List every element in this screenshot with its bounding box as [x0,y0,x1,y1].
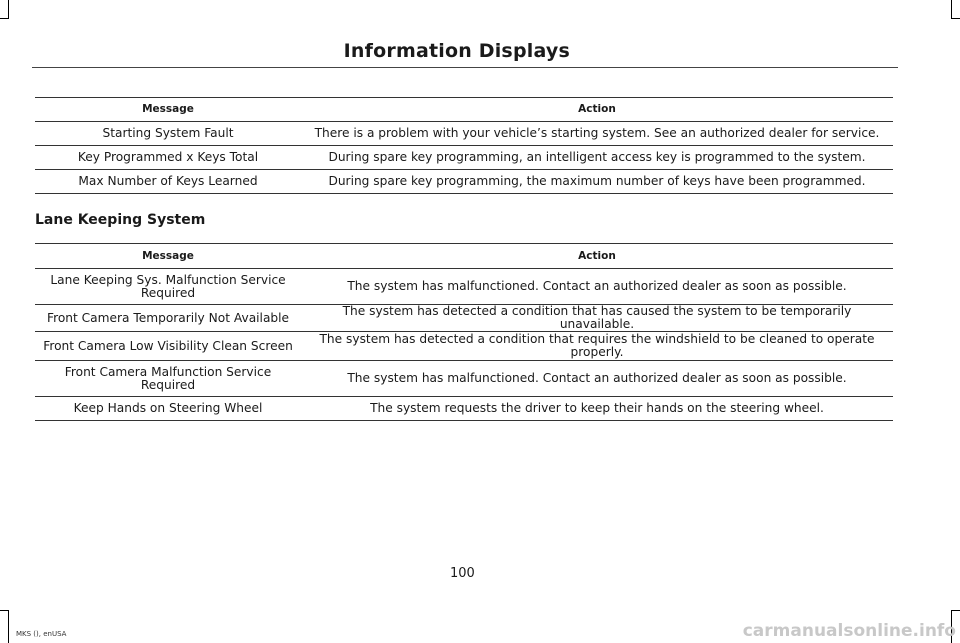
message-cell: Front Camera Low Visibility Clean Screen [35,332,301,361]
action-cell: The system has malfunctioned. Contact an authorized dealer as soon as possible. [301,361,893,397]
page-title: Information Displays [343,40,570,62]
crop-mark [0,18,9,19]
table-row [35,269,893,305]
message-cell: Front Camera Malfunction Service Required [35,361,301,397]
action-cell: The system has detected a condition that has caused the system to be temporarily unavailable. [301,305,893,332]
column-header-action: Action [301,244,893,269]
crop-mark [8,0,9,18]
page-number: 100 [450,566,475,581]
column-header-action: Action [301,98,893,122]
crop-mark [951,610,960,611]
column-header-message: Message [35,98,301,122]
action-cell: There is a problem with your vehicle’s starting system. See an authorized dealer for service. [301,122,893,146]
table-row [35,305,893,332]
title-rule [32,67,898,68]
message-cell: Key Programmed x Keys Total [35,146,301,170]
watermark: carmanualsonline.info [742,621,956,641]
column-header-message: Message [35,244,301,269]
action-cell: During spare key programming, the maximum number of keys have been programmed. [301,170,893,194]
crop-mark [0,610,9,611]
message-cell: Front Camera Temporarily Not Available [35,305,301,332]
action-cell: The system requests the driver to keep their hands on the steering wheel. [301,397,893,421]
table-row [35,361,893,397]
crop-mark [951,18,960,19]
footer-model-code: MKS (), enUSA [16,630,67,638]
table-row [35,146,893,170]
action-cell: The system has detected a condition that requires the windshield to be cleaned to operate properly. [301,332,893,361]
message-cell: Max Number of Keys Learned [35,170,301,194]
message-cell: Starting System Fault [35,122,301,146]
section-heading: Lane Keeping System [35,212,206,228]
crop-mark [8,610,9,643]
table-header-row [35,244,893,269]
table-row [35,332,893,361]
action-cell: The system has malfunctioned. Contact an authorized dealer as soon as possible. [301,269,893,305]
lane-keeping-messages-table [35,243,893,421]
table-row [35,170,893,194]
table-row [35,122,893,146]
message-cell: Keep Hands on Steering Wheel [35,397,301,421]
action-cell: During spare key programming, an intelligent access key is programmed to the system. [301,146,893,170]
table-row [35,397,893,421]
messages-table [35,97,893,194]
table-header-row [35,98,893,122]
message-cell: Lane Keeping Sys. Malfunction Service Required [35,269,301,305]
crop-mark [951,0,952,18]
